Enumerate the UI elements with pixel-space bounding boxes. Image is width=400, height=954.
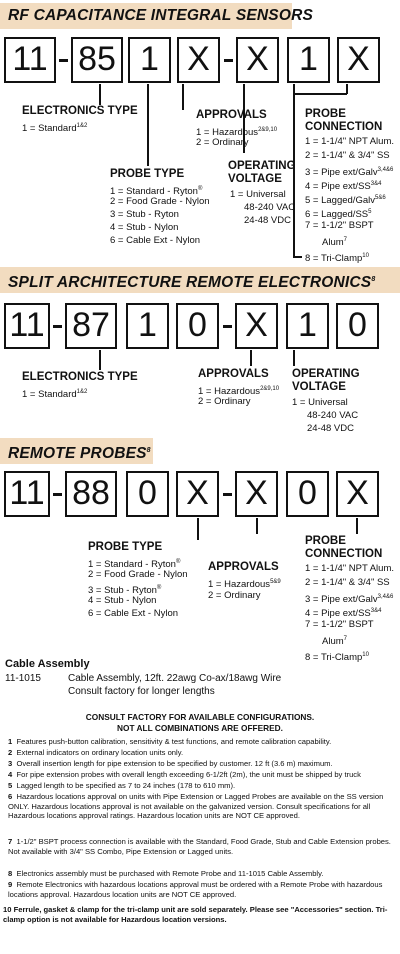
connector-line [197,518,199,540]
code-box: 88 [65,471,117,517]
code-box: 1 [287,37,330,83]
code-box: 0 [176,303,219,349]
operating-voltage-item: 48-240 VAC [307,410,359,421]
cable-assembly-title: Cable Assembly [5,658,90,670]
approvals-item: 2 = Ordinary [198,396,251,407]
code-box: X [235,303,278,349]
code-box: X [236,37,279,83]
probe-connection-item: 3 = Pipe ext/Galv$^{3,4\&6}$ [305,594,394,606]
approvals-title: APPROVALS [196,109,267,121]
operating-voltage-item: 1 = Universal [292,397,348,408]
code-box: 0 [126,471,169,517]
code-box: 85 [71,37,123,83]
electronics-type-title: ELECTRONICS TYPE [22,105,138,117]
probe-connection-item: 4 = Pipe ext/$SS^{3\&4}$ [305,608,382,620]
connector-line [356,518,358,534]
approvals-item: 2 = Ordinary [196,137,249,148]
probe-connection-item: 8 = Tri-Clamp$^{10}$ [305,652,369,664]
code-box: 11 [4,37,56,83]
probe-type-item: 4 = Stub - Nylon [110,222,179,233]
operating-voltage-title: OPERATING VOLTAGE [228,160,296,185]
connector-line [250,350,252,366]
probe-connection-title: PROBE CONNECTION [305,108,383,133]
code-box: X [177,37,220,83]
footnote: 2 External indicators on ordinary location units only. [8,748,184,757]
approvals-item: 1 = Hazardous$^{2\&9,10}$ [198,386,280,398]
operating-voltage-item: 24-48 VDC [244,215,291,226]
code-box: X [337,37,380,83]
code-dash [223,493,232,496]
probe-connection-item: 6 = Lagged/$SS^5$ [305,209,372,221]
approvals-title: APPROVALS [208,561,279,573]
footnote: 6 Hazardous locations approval on units with Pipe Extension or Lagged Probes are available on the SS version ONLY. Hazardous locations approval is not available on the galvanized version. Consult specifications for all Hazardous locations approval ratings. Hazardous location units are NOT CE approved. [8,792,384,821]
probe-type-title: PROBE TYPE [88,541,163,553]
code-dash [59,59,68,62]
code-box: 1 [286,303,329,349]
footnote: 10 Ferrule, gasket & clamp for the tri-clamp unit are sold separately. Please see "Accessories" section. Tri-clamp option is not available for Hazardous location versions. [3,905,388,924]
probe-type-item: 1 = Standard - Ryton® [110,186,203,198]
code-box: 11 [4,303,50,349]
electronics-type-item: 1 = Standard$^{1\&2}$ [22,123,88,135]
footnote: 5 Lagged length to be specified as 7 to 24 inches (178 to 610 mm). [8,781,236,790]
probe-type-item: 2 = Food Grade - Nylon [110,196,210,207]
connector-line [293,256,302,258]
probe-type-item: 3 = Stub - Ryton [110,209,179,220]
code-box: 0 [286,471,329,517]
connector-line [182,84,184,110]
cable-description: Cable Assembly, 12ft. 22awg Co-ax/18awg Wire [68,673,282,684]
code-box: 1 [128,37,171,83]
probe-connection-item: 1 = 1-1/4" NPT Alum. [305,136,395,147]
probe-connection-item: 8 = Tri-Clamp$^{10}$ [305,253,369,265]
code-box: X [336,471,379,517]
probe-connection-item: 2 = 1-1/4" & 3/4" SS [305,150,390,161]
notes-heading: CONSULT FACTORY FOR AVAILABLE CONFIGURATIONS. NOT ALL COMBINATIONS ARE OFFERED. [85,712,315,733]
connector-line [147,84,149,166]
approvals-item: 1 = Hazardous$^{5\&9}$ [208,579,281,591]
probe-connection-item: 5 = Lagged/Galv$^{5\&6}$ [305,195,386,207]
probe-connection-item: 3 = Pipe ext/Galv$^{3,4\&6}$ [305,167,394,179]
code-box: X [176,471,219,517]
connector-line [293,350,295,366]
electronics-type-title: ELECTRONICS TYPE [22,371,138,383]
split-section-title: SPLIT ARCHITECTURE REMOTE ELECTRONICS$^8$ [0,267,400,293]
footnote: 7 1-1/2" BSPT process connection is available with the Standard, Food Grade, Stub and Cable Extension probes. Not available with 3/4" SS Combo, Pipe Extension or Lagged units. [8,837,391,856]
probe-connection-item: 7 = 1-1/2" BSPT [305,619,374,630]
cable-note: Consult factory for longer lengths [68,686,215,697]
code-dash [53,325,62,328]
operating-voltage-item: 1 = Universal [230,189,286,200]
probe-connection-item: Alum$^7$ [322,636,347,648]
code-box: 87 [65,303,117,349]
probe-connection-item: 4 = Pipe ext/$SS^{3\&4}$ [305,181,382,193]
remote-section-title: REMOTE PROBES$^8$ [0,438,153,464]
probe-type-title: PROBE TYPE [110,168,185,180]
code-box: 11 [4,471,50,517]
probe-type-item: 6 = Cable Ext - Nylon [88,608,179,619]
footnote: 3 Overall insertion length for pipe extension to be specified by customer. 12 ft (3.6 m) maximum. [8,759,333,768]
footnote: 1 Features push-button calibration, sensitivity & test functions, and remote calibration capability. [8,737,332,746]
connector-line [99,84,101,105]
operating-voltage-item: 24-48 VDC [307,423,354,434]
approvals-item: 2 = Ordinary [208,590,261,601]
code-dash [223,325,232,328]
probe-type-item: 4 = Stub - Nylon [88,595,157,606]
footnote: 4 For pipe extension probes with overall length exceeding 6-1/2ft (2m), the unit must be shipped by truck [8,770,361,779]
connector-line [256,518,258,534]
code-box: 0 [336,303,379,349]
probe-type-item: 3 = Stub - Ryton® [88,585,162,597]
approvals-item: 1 = Hazardous$^{2\&9,10}$ [196,127,278,139]
probe-connection-title: PROBE CONNECTION [305,535,383,560]
probe-type-item: 6 = Cable Ext - Nylon [110,235,201,246]
approvals-title: APPROVALS [198,368,269,380]
operating-voltage-title: OPERATING VOLTAGE [292,368,360,393]
rf-section-title: RF CAPACITANCE INTEGRAL SENSORS [0,3,292,29]
code-dash [224,59,233,62]
probe-connection-item: 2 = 1-1/4" & 3/4" SS [305,577,390,588]
probe-connection-item: Alum$^7$ [322,237,347,249]
code-box: 1 [126,303,169,349]
connector-line [99,350,101,370]
probe-type-item: 1 = Standard - Ryton® [88,559,181,571]
operating-voltage-item: 48-240 VAC [244,202,296,213]
probe-connection-item: 7 = 1-1/2" BSPT [305,220,374,231]
code-box: X [235,471,278,517]
probe-type-item: 2 = Food Grade - Nylon [88,569,188,580]
code-dash [53,493,62,496]
electronics-type-item: 1 = Standard$^{1\&2}$ [22,389,88,401]
cable-part-number: 11-1015 [5,673,41,684]
connector-line [293,93,347,95]
probe-connection-item: 1 = 1-1/4" NPT Alum. [305,563,395,574]
footnote: 8 Electronics assembly must be purchased with Remote Probe and 11-1015 Cable Assembly. [8,869,324,878]
footnote: 9 Remote Electronics with hazardous locations approval must be ordered with a Remote Probe with hazardous locations approval. Hazardous location units are NOT CE approved. [8,880,383,899]
